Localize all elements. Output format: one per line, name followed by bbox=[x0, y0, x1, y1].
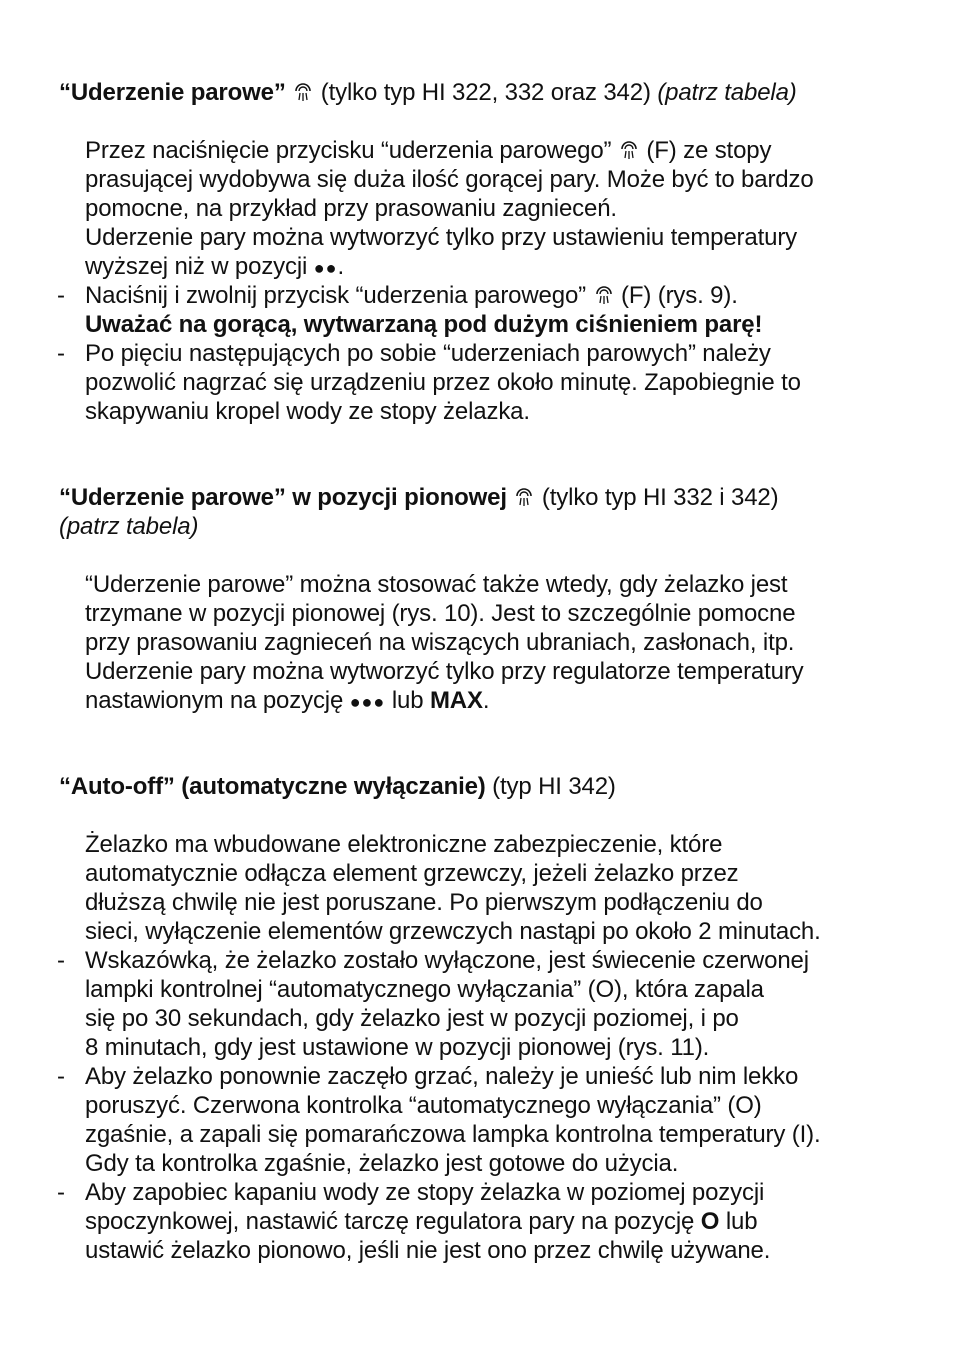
text-span: . bbox=[337, 253, 345, 280]
text-span: (F) (rys. 9). bbox=[614, 282, 738, 309]
steam-shot-icon bbox=[293, 82, 313, 102]
temperature-dots: ●●● bbox=[349, 692, 386, 712]
steam-shot-icon bbox=[619, 140, 639, 160]
bullet-line: Aby żelazko ponownie zaczęło grzać, należy je unieść lub nim lekko bbox=[85, 1063, 799, 1090]
bullet-dash: - bbox=[57, 282, 65, 309]
paragraph-line bbox=[85, 252, 344, 283]
bullet-dash: - bbox=[57, 1179, 65, 1206]
steam-shot-icon bbox=[594, 285, 614, 305]
section-heading-vertical-steam bbox=[59, 483, 778, 512]
paragraph-line: automatycznie odłącza element grzewczy, jeżeli żelazko przez bbox=[85, 860, 739, 887]
paragraph-line: trzymane w pozycji pionowej (rys. 10). Jest to szczególnie pomocne bbox=[85, 600, 796, 627]
bullet-line: poruszyć. Czerwona kontrolka “automatycznego wyłączania” (O) bbox=[85, 1092, 762, 1119]
paragraph-line bbox=[85, 136, 771, 165]
heading-note: (tylko typ HI 322, 332 oraz 342) bbox=[314, 79, 658, 106]
text-span: lub bbox=[385, 687, 430, 714]
bullet-line: ustawić żelazko pionowo, jeśli nie jest ono przez chwilę używane. bbox=[85, 1237, 771, 1264]
bullet-dash: - bbox=[57, 1063, 65, 1090]
bullet-line: Aby zapobiec kapaniu wody ze stopy żelazka w poziomej pozycji bbox=[85, 1179, 765, 1206]
bullet-line: Po pięciu następujących po sobie “uderzeniach parowych” należy bbox=[85, 340, 771, 367]
heading-title: “Uderzenie parowe” bbox=[59, 79, 286, 106]
paragraph-line bbox=[85, 686, 489, 717]
steam-off-symbol: O bbox=[700, 1208, 720, 1235]
paragraph-line: Żelazko ma wbudowane elektroniczne zabezpieczenie, które bbox=[85, 831, 723, 858]
bullet-dash: - bbox=[57, 340, 65, 367]
paragraph-line: prasującej wydobywa się duża ilość gorącej pary. Może być to bardzo bbox=[85, 166, 814, 193]
paragraph-line: Uderzenie pary można wytworzyć tylko przy ustawieniu temperatury bbox=[85, 224, 798, 251]
text-span: nastawionym na pozycję bbox=[85, 687, 350, 714]
bullet-line: 8 minutach, gdy jest ustawione w pozycji pionowej (rys. 11). bbox=[85, 1034, 710, 1061]
text-span: . bbox=[482, 687, 490, 714]
heading-title: “Auto-off” (automatyczne wyłączanie) bbox=[59, 773, 486, 800]
section-heading-steam-shot bbox=[59, 78, 797, 107]
paragraph-line: przy prasowaniu zagnieceń na wiszących ubraniach, zasłonach, itp. bbox=[85, 629, 795, 656]
text-span: spoczynkowej, nastawić tarczę regulatora pary na pozycję bbox=[85, 1208, 701, 1235]
max-label: MAX bbox=[429, 687, 483, 714]
bullet-dash: - bbox=[57, 947, 65, 974]
heading-ref: (patrz tabela) bbox=[59, 513, 199, 540]
text-span: lub bbox=[719, 1208, 758, 1235]
bullet-line bbox=[85, 1207, 757, 1236]
steam-shot-icon bbox=[514, 487, 534, 507]
warning-line: Uważać na gorącą, wytwarzaną pod dużym ciśnieniem parę! bbox=[85, 311, 763, 338]
text-span: Przez naciśnięcie przycisku “uderzenia parowego” bbox=[85, 137, 618, 164]
bullet-line: lampki kontrolnej “automatycznego wyłączania” (O), która zapala bbox=[85, 976, 764, 1003]
paragraph-line: dłuższą chwilę nie jest poruszane. Po pierwszym podłączeniu do bbox=[85, 889, 763, 916]
temperature-dots: ●● bbox=[313, 258, 338, 278]
text-span: wyższej niż w pozycji bbox=[85, 253, 314, 280]
heading-note: (tylko typ HI 332 i 342) bbox=[535, 484, 779, 511]
bullet-line bbox=[85, 281, 738, 310]
section-heading-auto-off bbox=[59, 772, 616, 801]
bullet-line: Gdy ta kontrolka zgaśnie, żelazko jest gotowe do użycia. bbox=[85, 1150, 679, 1177]
bullet-line: skapywaniu kropel wody ze stopy żelazka. bbox=[85, 398, 530, 425]
bullet-line: pozwolić nagrzać się urządzeniu przez około minutę. Zapobiegnie to bbox=[85, 369, 801, 396]
paragraph-line: “Uderzenie parowe” można stosować także wtedy, gdy żelazko jest bbox=[85, 571, 788, 598]
heading-note: (typ HI 342) bbox=[485, 773, 616, 800]
bullet-line: się po 30 sekundach, gdy żelazko jest w pozycji poziomej, i po bbox=[85, 1005, 739, 1032]
heading-ref: (patrz tabela) bbox=[657, 79, 797, 106]
paragraph-line: Uderzenie pary można wytworzyć tylko przy regulatorze temperatury bbox=[85, 658, 804, 685]
bullet-line: Wskazówką, że żelazko zostało wyłączone, jest świecenie czerwonej bbox=[85, 947, 809, 974]
text-span: (F) ze stopy bbox=[639, 137, 772, 164]
paragraph-line: sieci, wyłączenie elementów grzewczych nastąpi po około 2 minutach. bbox=[85, 918, 821, 945]
heading-title: “Uderzenie parowe” w pozycji pionowej bbox=[59, 484, 507, 511]
text-span: Naciśnij i zwolnij przycisk “uderzenia parowego” bbox=[85, 282, 593, 309]
bullet-line: zgaśnie, a zapali się pomarańczowa lampka kontrolna temperatury (I). bbox=[85, 1121, 821, 1148]
paragraph-line: pomocne, na przykład przy prasowaniu zagnieceń. bbox=[85, 195, 617, 222]
